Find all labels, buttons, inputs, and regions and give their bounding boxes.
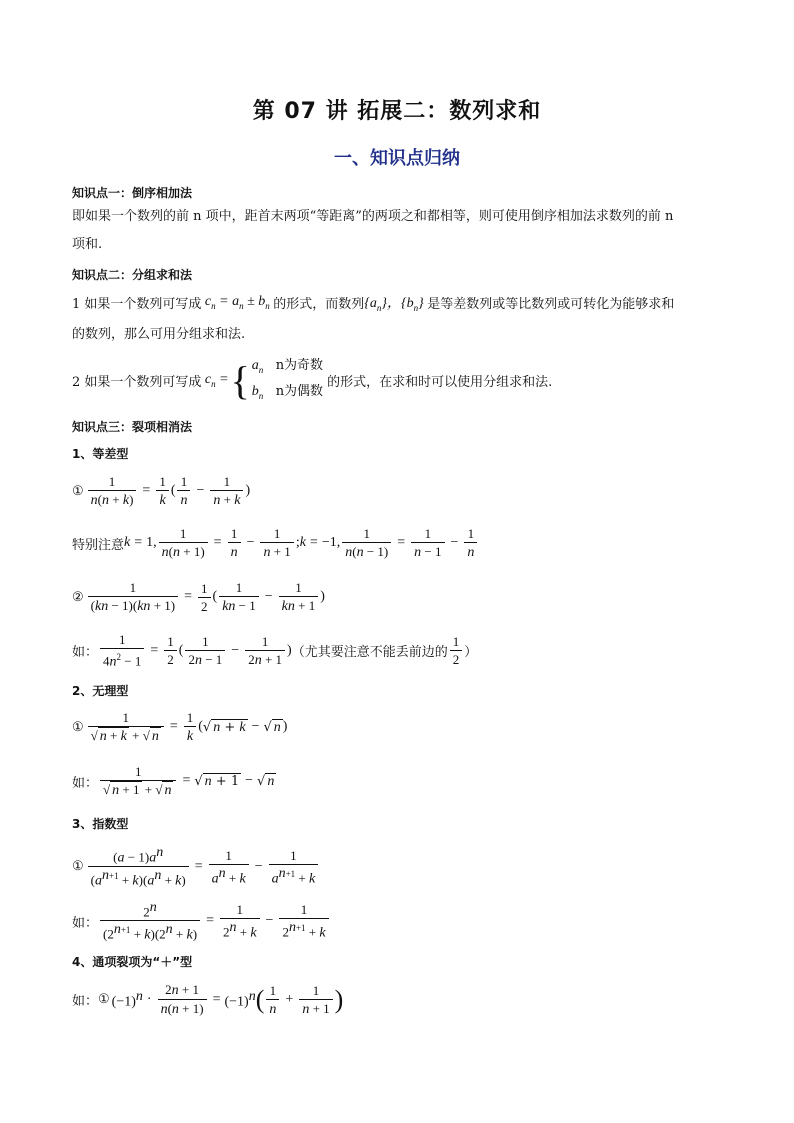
example-label-1: 如： (72, 645, 99, 661)
formula-arith-1: ① $\frac{1}{n(n + k)}$ = $\frac{1}{k}$ ( $\frac{1}{n}$ − $\frac{1}{n + k}$ ) (72, 474, 251, 508)
kp2-p1a: 1 如果一个数列可写成 (72, 296, 202, 312)
circle-one: ① (72, 483, 84, 499)
kp2-para1-line2: 的数列，那么可用分组求和法. (72, 327, 246, 342)
kp2-para2 (72, 355, 552, 407)
formula-exp-1: ① $\frac{(a - 1)a^n}{(a^{n+1} + k)(a^n + k)}$ = $\frac{1}{a^n + k}$ − $\frac{1}{a^{n+1} + k}$ (72, 845, 320, 889)
left-brace: { (230, 357, 250, 403)
example-label-2: 如： (72, 775, 99, 791)
kp2-p2b: 的形式，在求和时可以使用分组求和法. (327, 375, 553, 391)
kp2-para1-line1 (72, 292, 674, 313)
kp3-heading: 知识点三：裂项相消法 (72, 420, 193, 434)
formula-cn-piecewise: $c_n$ = (201, 372, 229, 390)
circle-one: ① (72, 719, 84, 735)
kp3-sub4: 4、通项裂项为“＋”型 (72, 955, 193, 969)
formula-special: 特别注意 k = 1, $\frac{1}{n(n + 1)}$ = $\frac{1}{n}$ − $\frac{1}{n + 1}$ ; k = −1, $\frac{1}{n(n - 1)}$ = $\frac{1}{n - 1}$ − $\frac{1}{n}$ (72, 526, 479, 560)
circle-one: ① (72, 859, 84, 875)
example-label-3: 如： (72, 915, 99, 931)
case-even: n为偶数 (275, 383, 324, 399)
circle-one: ① (98, 992, 110, 1007)
case-odd: n为奇数 (275, 358, 324, 373)
kp1-heading: 知识点一：倒序相加法 (72, 186, 193, 200)
kp2-heading: 知识点二：分组求和法 (72, 268, 193, 282)
kp2-p2a: 2 如果一个数列可写成 (72, 375, 202, 391)
formula-irrational-1: ① $\frac{1}{√ n + k + √ n}$ = $\frac{1}{k}$ ( √ n + k − √ n ) (72, 710, 288, 744)
formula-irrational-example: 如： $\frac{1}{√ n + 1 + √ n}$ = √ n + 1 − √ n (72, 764, 275, 798)
formula-arith-2: ② $\frac{1}{(kn - 1)(kn + 1)}$ = $\frac{1}{2}$ ( $\frac{1}{kn - 1}$ − $\frac{1}{kn + 1}$ ) (72, 580, 325, 614)
kp3-sub2: 2、无理型 (72, 684, 129, 698)
special-label: 特别注意 (72, 537, 125, 553)
formula-exp-example: 如： $\frac{2^n}{(2^{n+1} + k)(2^n + k)}$ = $\frac{1}{2^n + k}$ − $\frac{1}{2^{n+1} + k}$ (72, 900, 331, 943)
kp2-p1c: 是等差数列或等比数列或可转化为能够求和 (427, 296, 675, 312)
formula-arith-example: 如： $\frac{1}{4n^2 - 1}$ = $\frac{1}{2}$ ( $\frac{1}{2n - 1}$ − $\frac{1}{2n + 1}$ ) （尤其要注意不能丢前边的 $\frac{1}{2}$ ） (72, 632, 478, 670)
formula-cn: $c_n = a_n \pm b_n$ (201, 294, 270, 311)
section-heading: 一、知识点归纳 (334, 148, 460, 169)
kp1-body-line2: 项和. (72, 237, 103, 252)
formula-sets: $\{a_n\}$，$\{b_n\}$ (364, 296, 428, 313)
example-label-4: 如： (72, 994, 99, 1009)
formula-plus-example: 如： ① $(-1)^n$ · $\frac{2n + 1}{n(n + 1)}$ = $(-1)^n$ ( $\frac{1}{n}$ + $\frac{1}{n + 1}$ ) (72, 982, 344, 1017)
piecewise-cases: $a_n$ n为奇数 $b_n$ n为偶数 (251, 358, 324, 401)
note-end: ） (464, 645, 478, 661)
kp3-sub1: 1、等差型 (72, 447, 129, 461)
kp3-sub3: 3、指数型 (72, 817, 129, 831)
kp2-p1b: 的形式，而数列 (273, 296, 365, 312)
kp1-body-line1: 即如果一个数列的前 n 项中，距首末两项“等距离”的两项之和都相等，则可使用倒序相加法求数列的前 n (72, 209, 674, 224)
note-text: （尤其要注意不能丢前边的 (291, 645, 448, 661)
page-title: 第 07 讲 拓展二：数列求和 (252, 99, 542, 124)
circle-two: ② (72, 589, 84, 605)
